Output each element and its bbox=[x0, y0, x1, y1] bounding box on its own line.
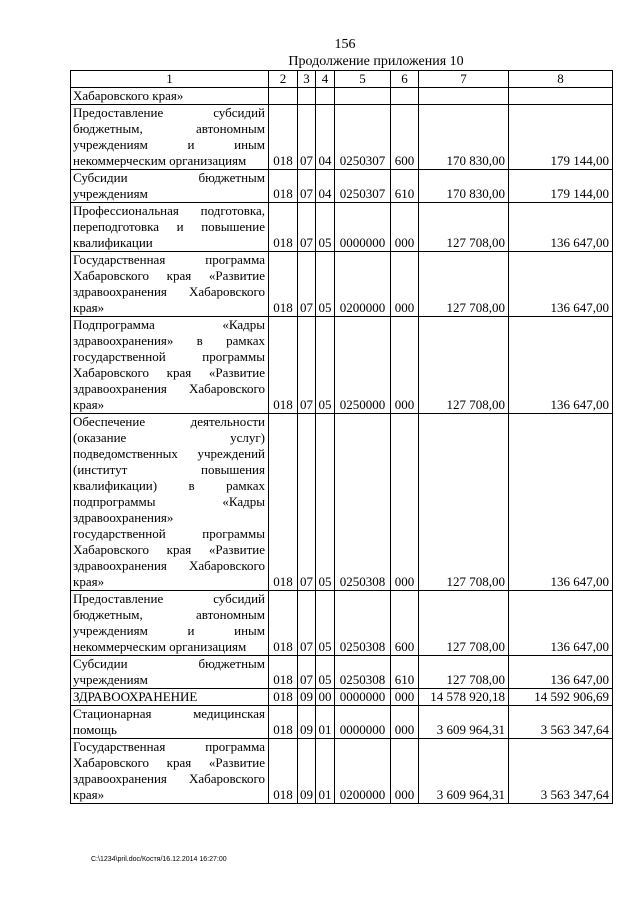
item-name: ЗДРАВООХРАНЕНИЕ bbox=[71, 689, 269, 706]
amount-year-2: 14 592 906,69 bbox=[509, 689, 613, 706]
section-code: 07 bbox=[298, 170, 316, 203]
item-name: Обеспечение деятельности (оказание услуг) подведомственных учреждений (институт повышения квалификации) в рамках подпрограммы «Кадры здравоохранения» государственной программы Хабаровского края «Развитие здравоохранения Хабаровского края» bbox=[71, 414, 269, 591]
item-name: Стационарная медицинская помощь bbox=[71, 706, 269, 739]
table-row bbox=[71, 706, 613, 739]
column-header: 3 bbox=[298, 71, 316, 88]
table-row bbox=[71, 689, 613, 706]
item-name: Субсидии бюджетным учреждениям bbox=[71, 170, 269, 203]
item-name: Подпрограмма «Кадры здравоохранения» в рамках государственной программы Хабаровского края «Развитие здравоохранения Хабаровского края» bbox=[71, 317, 269, 414]
amount-year-1: 14 578 920,18 bbox=[419, 689, 509, 706]
ministry-code: 018 bbox=[269, 739, 298, 804]
column-header: 7 bbox=[419, 71, 509, 88]
table-row bbox=[71, 203, 613, 252]
item-name: Субсидии бюджетным учреждениям bbox=[71, 656, 269, 689]
subsection-code: 05 bbox=[316, 414, 335, 591]
amount-year-2: 136 647,00 bbox=[509, 591, 613, 656]
appendix-continuation-title: Продолжение приложения 10 bbox=[288, 54, 464, 69]
section-code: 07 bbox=[298, 252, 316, 317]
amount-year-1: 127 708,00 bbox=[419, 414, 509, 591]
amount-year-2: 136 647,00 bbox=[509, 656, 613, 689]
ministry-code: 018 bbox=[269, 706, 298, 739]
amount-year-1: 127 708,00 bbox=[419, 252, 509, 317]
column-header: 6 bbox=[391, 71, 419, 88]
target-article-code: 0000000 bbox=[335, 203, 391, 252]
amount-year-1: 3 609 964,31 bbox=[419, 739, 509, 804]
subsection-code: 05 bbox=[316, 252, 335, 317]
table-row bbox=[71, 252, 613, 317]
target-article-code: 0250308 bbox=[335, 656, 391, 689]
ministry-code: 018 bbox=[269, 656, 298, 689]
target-article-code: 0250308 bbox=[335, 591, 391, 656]
ministry-code: 018 bbox=[269, 414, 298, 591]
amount-year-1: 170 830,00 bbox=[419, 170, 509, 203]
target-article-code: 0200000 bbox=[335, 739, 391, 804]
target-article-code: 0250000 bbox=[335, 317, 391, 414]
target-article-code: 0250307 bbox=[335, 105, 391, 170]
amount-year-1: 127 708,00 bbox=[419, 317, 509, 414]
item-name: Государственная программа Хабаровского края «Развитие здравоохранения Хабаровского края» bbox=[71, 252, 269, 317]
column-header: 8 bbox=[509, 71, 613, 88]
column-header: 5 bbox=[335, 71, 391, 88]
subsection-code: 00 bbox=[316, 689, 335, 706]
section-code: 09 bbox=[298, 739, 316, 804]
section-code: 07 bbox=[298, 414, 316, 591]
table-row bbox=[71, 105, 613, 170]
column-header: 4 bbox=[316, 71, 335, 88]
column-header: 2 bbox=[269, 71, 298, 88]
amount-year-1: 127 708,00 bbox=[419, 203, 509, 252]
expense-type-code: 600 bbox=[391, 591, 419, 656]
subsection-code: 01 bbox=[316, 706, 335, 739]
table-row bbox=[71, 88, 613, 105]
expense-type-code: 000 bbox=[391, 252, 419, 317]
subsection-code: 04 bbox=[316, 170, 335, 203]
amount-year-2: 179 144,00 bbox=[509, 170, 613, 203]
section-code: 07 bbox=[298, 105, 316, 170]
amount-year-2 bbox=[509, 88, 613, 105]
expense-type-code: 610 bbox=[391, 656, 419, 689]
amount-year-1 bbox=[419, 88, 509, 105]
table-row bbox=[71, 656, 613, 689]
subsection-code: 05 bbox=[316, 203, 335, 252]
section-code: 07 bbox=[298, 317, 316, 414]
table-row bbox=[71, 739, 613, 804]
table-row bbox=[71, 170, 613, 203]
target-article-code: 0200000 bbox=[335, 252, 391, 317]
amount-year-2: 3 563 347,64 bbox=[509, 706, 613, 739]
expense-type-code: 000 bbox=[391, 739, 419, 804]
item-name: Предоставление субсидий бюджетным, автономным учреждениям и иным некоммерческим организациям bbox=[71, 105, 269, 170]
table-row bbox=[71, 317, 613, 414]
target-article-code: 0250308 bbox=[335, 414, 391, 591]
ministry-code: 018 bbox=[269, 591, 298, 656]
amount-year-1: 127 708,00 bbox=[419, 656, 509, 689]
subsection-code: 05 bbox=[316, 656, 335, 689]
expense-type-code: 000 bbox=[391, 203, 419, 252]
column-header: 1 bbox=[71, 71, 269, 88]
subsection-code: 05 bbox=[316, 591, 335, 656]
expense-type-code: 000 bbox=[391, 689, 419, 706]
table-row bbox=[71, 591, 613, 656]
amount-year-1: 127 708,00 bbox=[419, 591, 509, 656]
table-header-row bbox=[71, 71, 613, 88]
target-article-code: 0250307 bbox=[335, 170, 391, 203]
expense-type-code: 000 bbox=[391, 706, 419, 739]
section-code bbox=[298, 88, 316, 105]
section-code: 07 bbox=[298, 203, 316, 252]
ministry-code bbox=[269, 88, 298, 105]
ministry-code: 018 bbox=[269, 203, 298, 252]
subsection-code: 05 bbox=[316, 317, 335, 414]
expense-type-code: 000 bbox=[391, 414, 419, 591]
amount-year-2: 179 144,00 bbox=[509, 105, 613, 170]
ministry-code: 018 bbox=[269, 105, 298, 170]
file-path-footer: C:\1234\pril.doc/Костя/16.12.2014 16:27:00 bbox=[91, 856, 227, 863]
table-row bbox=[71, 414, 613, 591]
target-article-code: 0000000 bbox=[335, 706, 391, 739]
item-name: Государственная программа Хабаровского края «Развитие здравоохранения Хабаровского края» bbox=[71, 739, 269, 804]
subsection-code: 04 bbox=[316, 105, 335, 170]
section-code: 07 bbox=[298, 656, 316, 689]
amount-year-2: 136 647,00 bbox=[509, 317, 613, 414]
page-number: 156 bbox=[334, 37, 356, 52]
item-name: Предоставление субсидий бюджетным, автономным учреждениям и иным некоммерческим организациям bbox=[71, 591, 269, 656]
item-name: Профессиональная подготовка, переподготовка и повышение квалификации bbox=[71, 203, 269, 252]
item-name: Хабаровского края» bbox=[71, 88, 269, 105]
subsection-code: 01 bbox=[316, 739, 335, 804]
ministry-code: 018 bbox=[269, 170, 298, 203]
ministry-code: 018 bbox=[269, 689, 298, 706]
amount-year-2: 136 647,00 bbox=[509, 414, 613, 591]
amount-year-2: 3 563 347,64 bbox=[509, 739, 613, 804]
section-code: 09 bbox=[298, 689, 316, 706]
section-code: 07 bbox=[298, 591, 316, 656]
expense-type-code: 610 bbox=[391, 170, 419, 203]
target-article-code: 0000000 bbox=[335, 689, 391, 706]
amount-year-2: 136 647,00 bbox=[509, 252, 613, 317]
expense-type-code bbox=[391, 88, 419, 105]
amount-year-1: 3 609 964,31 bbox=[419, 706, 509, 739]
expense-type-code: 000 bbox=[391, 317, 419, 414]
expense-type-code: 600 bbox=[391, 105, 419, 170]
amount-year-1: 170 830,00 bbox=[419, 105, 509, 170]
budget-table bbox=[70, 70, 613, 804]
ministry-code: 018 bbox=[269, 252, 298, 317]
amount-year-2: 136 647,00 bbox=[509, 203, 613, 252]
section-code: 09 bbox=[298, 706, 316, 739]
target-article-code bbox=[335, 88, 391, 105]
subsection-code bbox=[316, 88, 335, 105]
ministry-code: 018 bbox=[269, 317, 298, 414]
